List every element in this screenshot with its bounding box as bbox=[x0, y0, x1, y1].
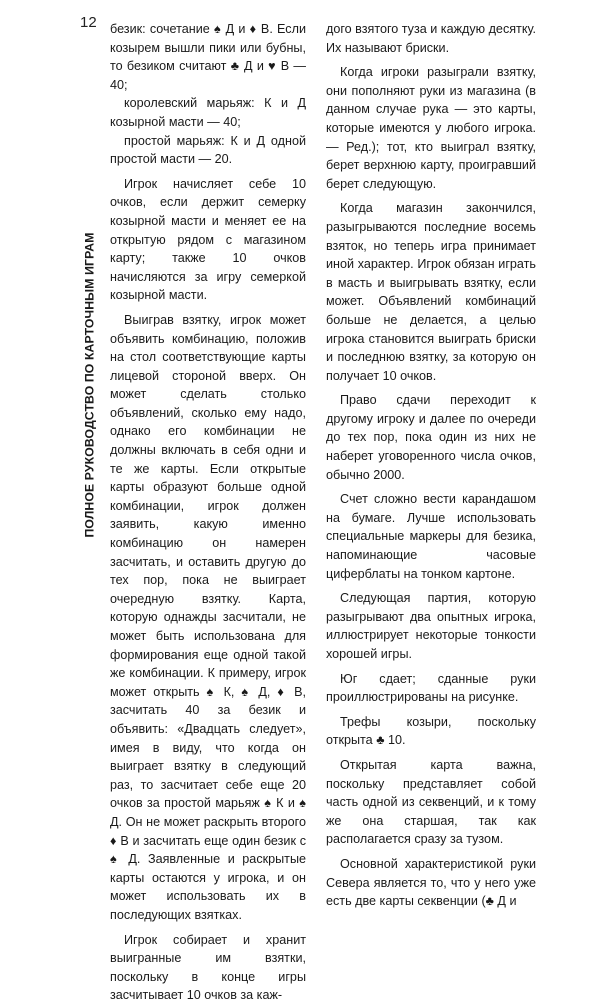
right-column bbox=[326, 20, 537, 909]
paragraph: Трефы козыри, поскольку открыта ♣ 10. bbox=[326, 714, 536, 748]
paragraph: Когда магазин закончился, разыгрываются последние восемь взяток, но теперь игра принимает иной характер. Игрок обязан играть в масть и выигрывать взятку, если может. Объявлений комбинаций больше не делается, а целью игрока становится выиграть бриски и последнюю взятку, за которую он получает 10 очков. bbox=[326, 201, 536, 383]
paragraph: безик: сочетание ♠ Д и ♦ В. Если козырем вышли пики или бубны, то безиком считают ♣ Д и ♥ В — 40; bbox=[110, 22, 306, 92]
running-head-text: ПОЛНОЕ РУКОВОДСТВО ПО КАРТОЧНЫМ ИГРАМ bbox=[83, 232, 98, 538]
paragraph: Выиграв взятку, игрок может объявить комбинацию, положив на стол соответствующие карты лицевой стороной вверх. Он может сделать столько объявлений, сколько ему надо, однако его комбинации не должны включать в себя одни и те же карты. Если открытые карты образуют больше одной комбинации, игрок должен заявить, какую именно комбинацию он намерен засчитать, и оставить другую до тех пор, пока не выиграет очередную взятку. Карта, которую однажды засчитали, не может быть использована для формирования еще одной такой же комбинации. К примеру, игрок может открыть ♠ К, ♠ Д, ♦ В, засчитать 40 за безик и объявить: «Двадцать следует», имея в виду, что когда он выиграет взятку в следующий раз, то засчитает себе еще 20 очков за простой марьяж ♠ К и ♠ Д. Он не может раскрыть второго ♦ В и засчитать еще один безик с ♠ Д. Заявленные и раскрытые карты остаются у игрока, и он может использовать их в последующих взятках. bbox=[110, 312, 306, 922]
paragraph: Следующая партия, которую разыгрывают два опытных игрока, иллюстрирует некоторые тонкости хорошей игры. bbox=[326, 591, 536, 661]
running-head bbox=[66, 40, 114, 730]
paragraph: Юг сдает; сданные руки проиллюстрированы на рисунке. bbox=[326, 671, 536, 705]
paragraph: простой марьяж: К и Д одной простой масти — 20. bbox=[110, 133, 306, 167]
paragraph: королевский марьяж: К и Д козырной масти — 40; bbox=[110, 96, 306, 129]
paragraph: Право сдачи переходит к другому игроку и далее по очереди до тех пор, пока один из них не наберет уговоренного числа очков, обычно 2000. bbox=[326, 393, 536, 482]
left-column bbox=[110, 20, 306, 1003]
paragraph: дого взятого туза и каждую десятку. Их называют бриски. bbox=[326, 22, 537, 55]
paragraph: Игрок начисляет себе 10 очков, если держит семерку козырной масти и меняет ее на открытую рядом с магазином карту; также 10 очков начисляются за игру семеркой козырной масти. bbox=[110, 176, 306, 303]
paragraph: Открытая карта важна, поскольку представляет собой часть одной из секвенций, и к тому же она старшая, так как располагается сразу за тузом. bbox=[326, 757, 536, 847]
paragraph: Когда игроки разыграли взятку, они пополняют руки из магазина (в данном случае рука — это карты, которые имеются у любого игрока. — Ред.); тот, кто выиграл взятку, берет верхнюю карту, проигравший берет следующую. bbox=[326, 65, 536, 191]
paragraph: Основной характеристикой руки Севера является то, что у него уже есть две карты секвенции (♣ Д и bbox=[326, 856, 536, 909]
page-number: 12 bbox=[80, 14, 97, 31]
paragraph: Игрок собирает и хранит выигранные им взятки, поскольку в конце игры засчитывает 10 очков за каж- bbox=[110, 932, 306, 1003]
paragraph: Счет сложно вести карандашом на бумаге. Лучше использовать специальные маркеры для безика, напоминающие часовые циферблаты на тонком картоне. bbox=[326, 492, 536, 581]
